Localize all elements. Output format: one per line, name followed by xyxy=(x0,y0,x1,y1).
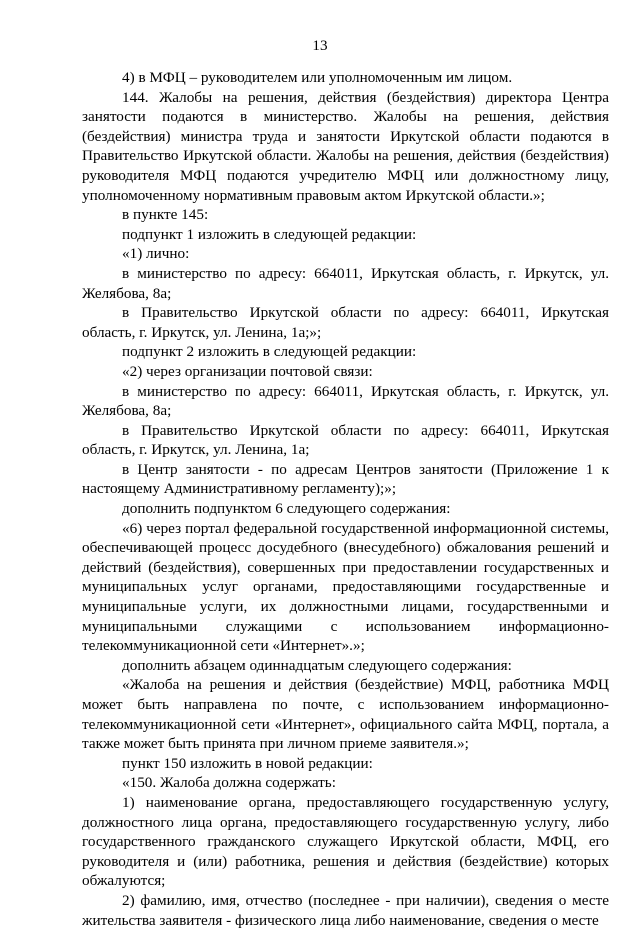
paragraph: в Правительство Иркутской области по адресу: 664011, Иркутская область, г. Иркутск, ул. Ленина, 1а; xyxy=(82,421,609,459)
paragraph: «2) через организации почтовой связи: xyxy=(122,362,373,380)
paragraph: в министерство по адресу: 664011, Иркутская область, г. Иркутск, ул. Желябова, 8а; xyxy=(82,382,609,420)
paragraph: 2) фамилию, имя, отчество (последнее - при наличии), сведения о месте жительства заявителя - физического лица либо наименование, сведения о месте xyxy=(82,891,609,929)
page-number: 13 xyxy=(312,37,328,54)
paragraph: в Центр занятости - по адресам Центров занятости (Приложение 1 к настоящему Административному регламенту);»; xyxy=(82,460,609,498)
paragraph: «1) лично: xyxy=(122,245,190,263)
paragraph: в министерство по адресу: 664011, Иркутская область, г. Иркутск, ул. Желябова, 8а; xyxy=(82,264,609,302)
paragraph: дополнить абзацем одиннадцатым следующего содержания: xyxy=(122,656,512,674)
paragraph: «6) через портал федеральной государственной информационной системы, обеспечивающей процесс досудебного (внесудебного) обжалования решений и действий (бездействия), совершенных при предоставлении государственных и муниципальных услуг органами, предоставляющими государственные и муниципальные услуги, их должностными лицами, государственными и муниципальными служащими с использованием информационно-телекоммуникационной сети «Интернет».»; xyxy=(82,519,609,655)
paragraph: 144. Жалобы на решения, действия (бездействия) директора Центра занятости подаются в министерство. Жалобы на решения, действия (бездействия) министра труда и занятости Иркутской области подаются в Правительство Иркутской области. Жалобы на решения, действия (бездействия) руководителя МФЦ подаются учредителю МФЦ или должностному лицу, уполномоченному нормативным правовым актом Иркутской области.»; xyxy=(82,88,609,204)
paragraph: в Правительство Иркутской области по адресу: 664011, Иркутская область, г. Иркутск, ул. Ленина, 1а;»; xyxy=(82,304,609,341)
paragraph: пункт 150 изложить в новой редакции: xyxy=(122,754,373,772)
paragraph: подпункт 1 изложить в следующей редакции: xyxy=(122,225,417,243)
paragraph: в пункте 145: xyxy=(122,206,209,224)
paragraph: 1) наименование органа, предоставляющего государственную услугу, должностного лица органа, предоставляющего государственную услугу, либо государственного гражданского служащего Иркутской области, МФЦ, его руководителя и (или) работника, решения и действия (бездействие) которых обжалуются; xyxy=(82,793,609,890)
paragraph: подпункт 2 изложить в следующей редакции: xyxy=(122,343,417,361)
paragraph: дополнить подпунктом 6 следующего содержания: xyxy=(122,500,451,518)
paragraph: «150. Жалоба должна содержать: xyxy=(122,774,336,792)
paragraph: «Жалоба на решения и действия (бездействие) МФЦ, работника МФЦ может быть направлена по почте, с использованием информационно-телекоммуникационной сети «Интернет», официального сайта МФЦ, портала, а также может быть принята при личном приеме заявителя.»; xyxy=(82,676,609,753)
document-body xyxy=(82,68,609,930)
paragraph: 4) в МФЦ – руководителем или уполномоченным им лицом. xyxy=(122,69,513,86)
